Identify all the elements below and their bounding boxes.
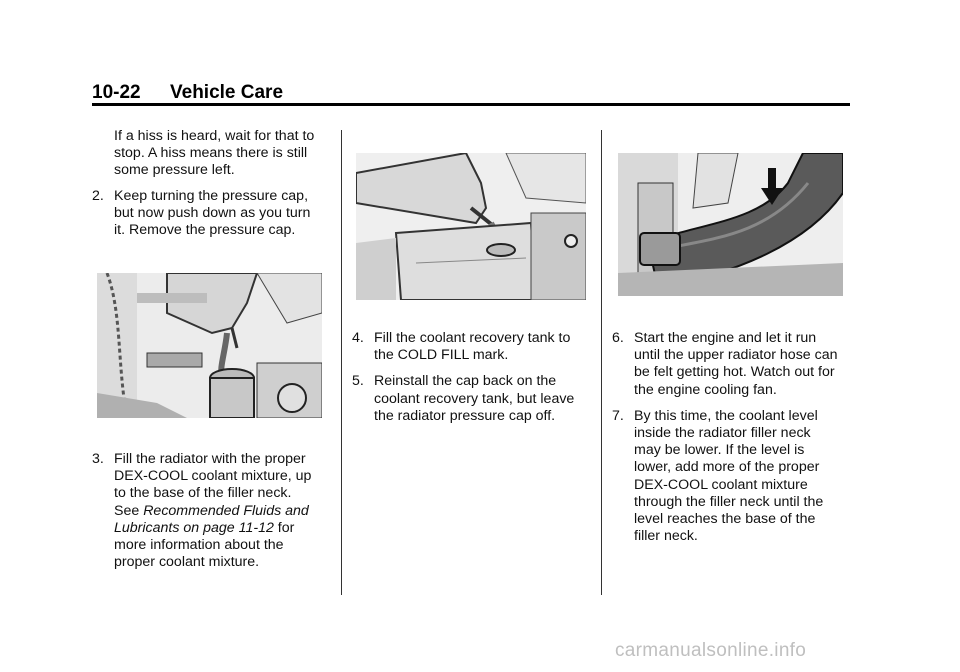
radiator-hose-illustration xyxy=(618,153,843,296)
text-line: By this time, the coolant level xyxy=(634,407,818,424)
text-line: filler neck. xyxy=(634,528,698,545)
step-number: 6. xyxy=(612,330,624,346)
radiator-hose-drawing xyxy=(618,153,843,296)
text-line: DEX-COOL coolant mixture xyxy=(634,476,808,493)
recovery-tank-illustration xyxy=(356,153,586,300)
step-number: 7. xyxy=(612,407,624,424)
text-line: proper coolant mixture. xyxy=(114,554,260,571)
page-header xyxy=(92,82,850,104)
recovery-tank-drawing xyxy=(356,153,586,300)
text-line: coolant recovery tank, but leave xyxy=(374,390,575,407)
text-line: Keep turning the pressure cap, xyxy=(114,187,309,204)
radiator-fill-drawing xyxy=(97,273,322,418)
step-5 xyxy=(352,373,597,425)
see-prefix: See xyxy=(114,502,144,519)
text-line: Fill the radiator with the proper xyxy=(114,451,306,467)
header-rule xyxy=(92,103,850,106)
text-line: Start the engine and let it run xyxy=(634,330,817,346)
text-line: level reaches the base of the xyxy=(634,511,816,528)
text-line: Fill the coolant recovery tank to xyxy=(374,330,571,346)
step-2 xyxy=(92,188,332,240)
column-1 xyxy=(92,128,332,248)
text-line: until the upper radiator hose can xyxy=(634,347,838,364)
text-line: inside the radiator filler neck xyxy=(634,425,811,442)
cross-reference: Recommended Fluids and xyxy=(143,502,309,519)
step-3 xyxy=(92,451,332,571)
column-2 xyxy=(352,330,597,434)
step-number: 5. xyxy=(352,373,364,390)
radiator-fill-illustration xyxy=(97,273,322,418)
cross-reference-page: Lubricants on page 11-12 xyxy=(114,519,274,536)
text-line: be felt getting hot. Watch out for xyxy=(634,364,835,381)
text-line: it. Remove the pressure cap. xyxy=(114,222,296,239)
watermark: carmanualsonline.info xyxy=(615,640,807,661)
step-4 xyxy=(352,330,597,364)
text-line: but now push down as you turn xyxy=(114,204,311,221)
text-line: some pressure left. xyxy=(114,162,235,179)
step-7 xyxy=(612,408,857,546)
column-divider-2 xyxy=(601,130,602,595)
text-line: stop. A hiss means there is still xyxy=(114,145,308,162)
text-line xyxy=(114,503,332,520)
text-line: Reinstall the cap back on the xyxy=(374,373,557,390)
text-line: may be lower. If the level is xyxy=(634,442,805,459)
text-line: through the filler neck until the xyxy=(634,493,824,510)
text-line: DEX-COOL coolant mixture, up xyxy=(114,468,312,485)
text-line: more information about the xyxy=(114,537,284,554)
section-title: Vehicle Care xyxy=(170,82,284,103)
column-1-lower xyxy=(92,451,332,580)
step-number: 3. xyxy=(92,451,104,467)
text-fragment: for xyxy=(273,519,295,536)
text-line: the engine cooling fan. xyxy=(634,381,777,398)
text-line: lower, add more of the proper xyxy=(634,459,820,476)
text-line: the COLD FILL mark. xyxy=(374,347,509,364)
continued-paragraph xyxy=(92,128,332,180)
column-3 xyxy=(612,330,857,554)
step-number: 2. xyxy=(92,187,104,204)
text-line xyxy=(114,520,332,537)
page-number: 10-22 xyxy=(92,82,141,103)
step-6 xyxy=(612,330,857,399)
text-line: the radiator pressure cap off. xyxy=(374,407,556,424)
text-line: If a hiss is heard, wait for that to xyxy=(114,128,315,144)
step-number: 4. xyxy=(352,330,364,346)
column-divider-1 xyxy=(341,130,342,595)
text-line: to the base of the filler neck. xyxy=(114,485,292,502)
